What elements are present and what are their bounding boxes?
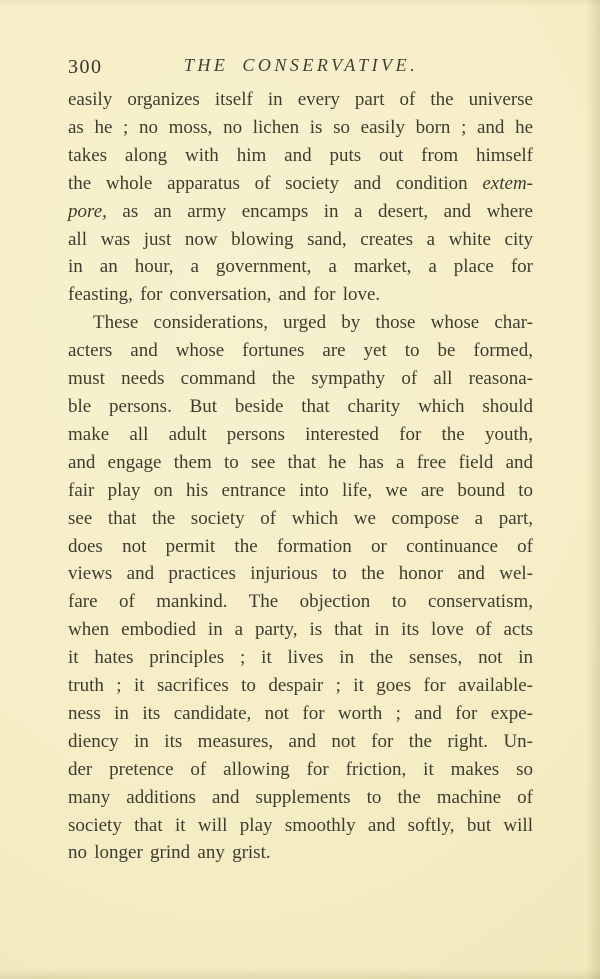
text-line [68,142,533,170]
text-segment: does not permit the formation or continuance of [68,535,533,557]
text-segment: diency in its measures, and not for the right. Un- [68,730,533,752]
text-segment: acters and whose fortunes are yet to be formed, [68,340,533,362]
text-line [68,393,533,421]
text-line [68,616,533,644]
text-line [68,114,533,142]
italic-text-segment: pore, [68,200,107,222]
text-segment: no longer grind any grist. [68,842,271,864]
text-line [68,477,533,505]
body-text [68,86,533,867]
text-line [68,198,533,226]
text-segment: ble persons. But beside that charity which should [68,395,533,417]
page-edge-shadow-bottom [0,969,600,979]
text-segment: These considerations, urged by those whose char- [93,312,533,334]
running-title: THE CONSERVATIVE. [183,55,419,75]
text-line [68,588,533,616]
text-line [68,644,533,672]
text-segment: in an hour, a government, a market, a place for [68,256,533,278]
text-line [68,337,533,365]
text-line [68,421,533,449]
text-line [68,728,533,756]
text-segment: ness in its candidate, not for worth ; and for expe- [68,702,533,724]
text-segment: see that the society of which we compose a part, [68,507,533,529]
text-line [68,253,533,281]
text-line [68,505,533,533]
text-segment: feasting, for conversation, and for love. [68,284,381,306]
text-line [68,365,533,393]
text-line [68,560,533,588]
text-segment: as he ; no moss, no lichen is so easily born ; and he [68,116,533,138]
text-line [68,170,533,198]
page-edge-shadow-top [0,0,600,6]
text-segment: as an army encamps in a desert, and where [106,200,533,222]
italic-text-segment: extem- [482,172,533,194]
text-line [68,784,533,812]
text-segment: der pretence of allowing for friction, it makes so [68,758,533,780]
text-line [68,700,533,728]
text-line [68,226,533,254]
page-number: 300 [68,56,103,78]
text-line [68,281,533,309]
text-segment: easily organizes itself in every part of the universe [68,89,533,110]
text-segment: make all adult persons interested for the youth, [68,423,533,445]
text-segment: fare of mankind. The objection to conservatism, [68,591,533,613]
text-segment: must needs command the sympathy of all reasona- [68,368,533,390]
text-segment: society that it will play smoothly and softly, but will [68,814,533,836]
text-segment: fair play on his entrance into life, we are bound to [68,479,533,501]
text-segment: and engage them to see that he has a free field and [68,451,533,473]
text-segment: it hates principles ; it lives in the senses, not in [68,647,533,669]
text-segment: all was just now blowing sand, creates a white city [68,228,533,250]
text-segment: many additions and supplements to the machine of [68,786,533,808]
text-segment: takes along with him and puts out from himself [68,144,533,166]
text-line [68,449,533,477]
text-line [68,672,533,700]
text-segment: truth ; it sacrifices to despair ; it goes for available- [68,675,533,697]
text-line [68,86,533,114]
text-line [68,533,533,561]
text-segment: when embodied in a party, is that in its love of acts [68,619,533,641]
page-header [68,55,534,81]
page-edge-shadow-right [586,0,600,979]
text-line [68,756,533,784]
text-segment: views and practices injurious to the honor and wel- [68,563,533,585]
text-segment: the whole apparatus of society and condition [68,172,483,194]
text-line [68,309,533,337]
text-line [68,812,533,840]
text-line [68,839,533,867]
